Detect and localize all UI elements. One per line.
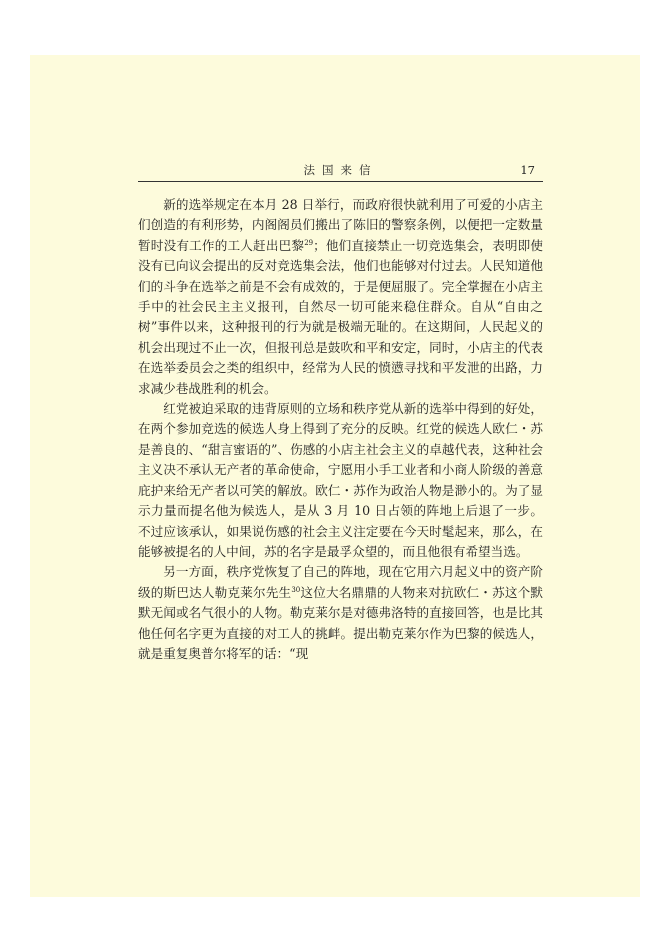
paragraph-1-text-b: ；他们直接禁止一切竞选集会，表明即使没有已向议会提出的反对竞选集会法，他们也能够对付过去。人民知道他们的斗争在选举之前是不会有成效的，于是便屈服了。完全掌握在小店主手中的社会民主主义报刊，自然尽一切可能来稳住群众。自从“自由之树”事件以来，这种报刊的行为就是极端无耻的。在这期间，人民起义的机会出现过不止一次，但报刊总是鼓吹和平和安定，同时，小店主的代表在选举委员会之类的组织中，经常为人民的愤懑寻找和平发泄的出路，力求减少巷战胜利的机会。: [138, 237, 544, 396]
paragraph-3-text-b: 这位大名鼎鼎的人物来对抗欧仁・苏这个默默无闻或名气很小的人物。勒克莱尔是对德弗洛特的直接回答，也是比其他任何名字更为直接的对工人的挑衅。提出勒克莱尔作为巴黎的候选人，就是重复奥普尔将军的话：“现: [138, 584, 544, 661]
paragraph-2: 红党被迫采取的违背原则的立场和秩序党从新的选举中得到的好处，在两个参加竞选的候选人身上得到了充分的反映。红党的候选人欧仁・苏是善良的、“甜言蜜语的”、伤感的小店主社会主义的卓越代表，这种社会主义决不承认无产者的革命使命，宁愿用小手工业者和小商人阶级的善意庇护来给无产者以可笑的解放。欧仁・苏作为政治人物是渺小的。为了显示力量而提名他为候选人，是从 3 月 10 日占领的阵地上后退了一步。不过应该承认，如果说伤感的社会主义注定要在今天时髦起来，那么，在能够被提名的人中间，苏的名字是最孚众望的，而且他很有希望当选。: [138, 401, 543, 559]
footnote-ref-30: 30: [291, 585, 301, 594]
paragraph-3-text-a: 另一方面，秩序党恢复了自己的阵地，现在它用六月起义中的资产阶级的斯巴达人勒克莱尔先生: [138, 564, 543, 600]
paragraph-1-text-a: 新的选举规定在本月 28 日举行，而政府很快就利用了可爱的小店主们创造的有利形势，内阁阁员们搬出了陈旧的警察条例，以便把一定数量暂时没有工作的工人赶出巴黎: [138, 197, 543, 253]
paragraph-3: [138, 562, 543, 664]
running-title: 法国来信: [303, 163, 378, 177]
paragraph-1: [138, 195, 543, 399]
header-rule: [138, 181, 543, 182]
page-number: 17: [520, 163, 535, 177]
body-text: [138, 195, 543, 664]
running-head: [138, 161, 543, 181]
footnote-ref-29: 29: [304, 238, 314, 247]
